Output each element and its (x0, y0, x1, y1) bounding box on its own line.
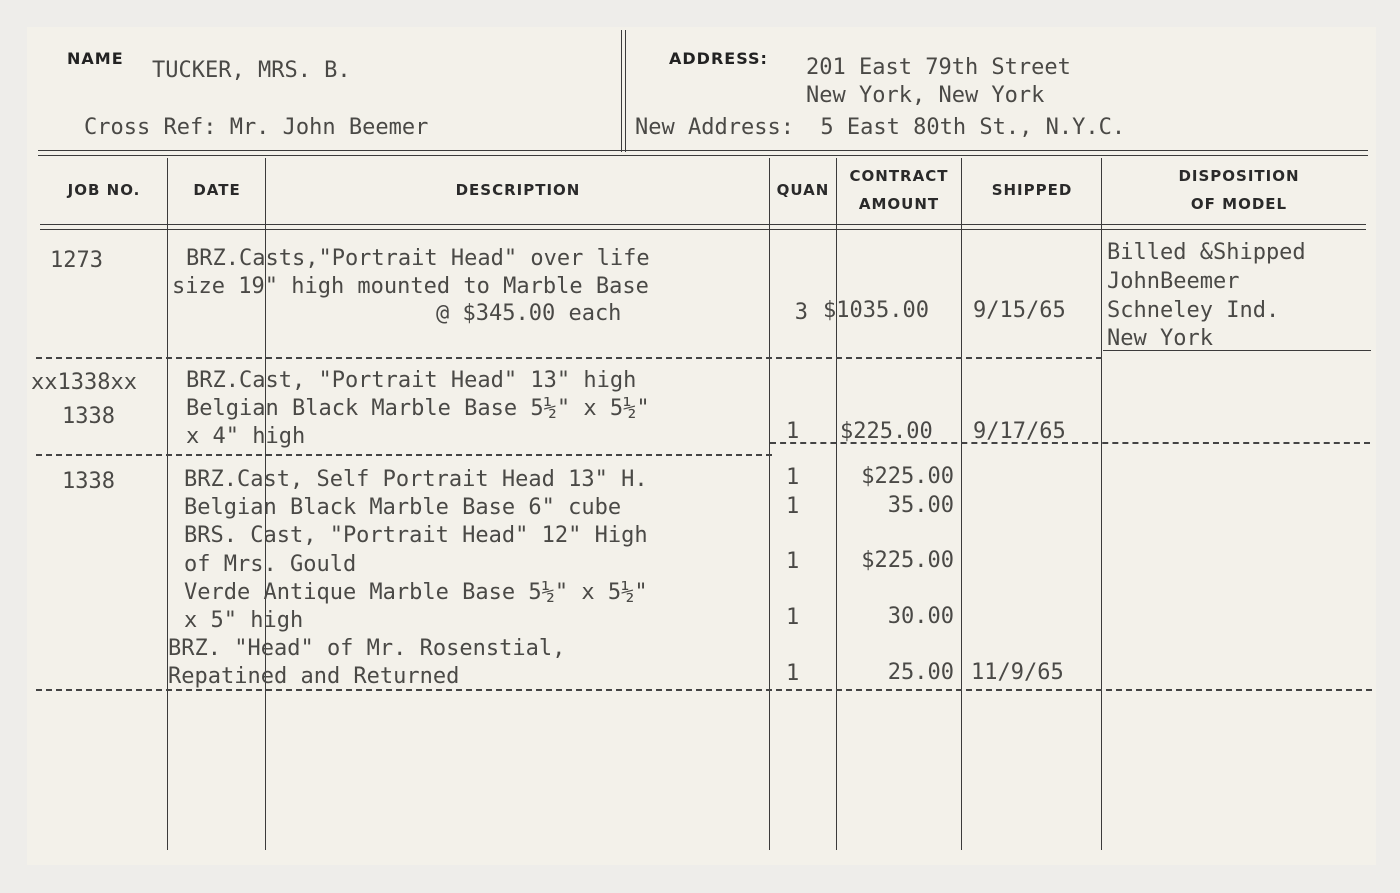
col-header-quantity: QUAN (776, 181, 830, 199)
col-header-disposition: DISPOSITION (1178, 167, 1300, 185)
description-line: x 4" high (186, 424, 306, 449)
description-line: BRZ.Cast, Self Portrait Head 13" H. (184, 467, 648, 492)
quantity: 1 (786, 661, 800, 686)
new-address: New Address: 5 East 80th St., N.Y.C. (635, 115, 1126, 140)
address-line-1: 201 East 79th Street (806, 55, 1071, 80)
col-header-job-no: JOB NO. (67, 181, 141, 199)
shipped-date: 9/15/65 (973, 298, 1066, 323)
col-divider-amount (961, 158, 962, 850)
disposition-line: Schneley Ind. (1107, 298, 1280, 323)
table-top-rule (38, 150, 1368, 151)
job-number-struck: xx1338xx (31, 370, 137, 395)
name-value: TUCKER, MRS. B. (152, 58, 351, 83)
description-line: Belgian Black Marble Base 5½" x 5½" (186, 396, 650, 421)
description-line: BRZ.Cast, "Portrait Head" 13" high (186, 368, 637, 393)
row-separator (36, 454, 772, 456)
row-separator (36, 689, 1372, 691)
col-divider-desc (769, 158, 770, 850)
description-line: size 19" high mounted to Marble Base (172, 274, 649, 299)
col-header-of-model: OF MODEL (1190, 195, 1288, 213)
contract-amount: $1035.00 (823, 298, 929, 323)
description-line: BRZ.Casts,"Portrait Head" over life (186, 246, 650, 271)
contract-amount: 35.00 (887, 493, 954, 518)
contract-amount: 25.00 (887, 660, 954, 685)
name-label: NAME (67, 49, 124, 68)
quantity: 1 (786, 419, 800, 444)
description-line: Verde Antique Marble Base 5½" x 5½" (184, 580, 648, 605)
col-header-date: DATE (193, 181, 241, 199)
quantity: 1 (786, 605, 800, 630)
col-header-amount: AMOUNT (858, 195, 940, 213)
row-separator (36, 357, 1102, 359)
contract-amount: 30.00 (887, 604, 954, 629)
header-bottom-rule-inner (40, 229, 1366, 230)
contract-amount: $225.00 (840, 419, 933, 444)
quantity: 3 (794, 300, 808, 325)
description-line: x 5" high (184, 608, 304, 633)
description-line: BRZ. "Head" of Mr. Rosenstial, (168, 636, 566, 661)
description-line: @ $345.00 each (436, 301, 622, 326)
description-line: of Mrs. Gould (184, 552, 357, 577)
description-line: Repatined and Returned (168, 664, 460, 689)
address-line-2: New York, New York (806, 83, 1045, 108)
col-divider-job (167, 158, 168, 850)
col-header-shipped: SHIPPED (991, 181, 1073, 199)
shipped-date: 11/9/65 (971, 660, 1064, 685)
job-number: 1273 (50, 248, 103, 273)
address-label: ADDRESS: (669, 49, 768, 68)
disposition-line: JohnBeemer (1107, 269, 1240, 294)
quantity: 1 (786, 494, 800, 519)
disposition-line: New York (1107, 326, 1213, 351)
col-header-description: DESCRIPTION (455, 181, 581, 199)
job-number: 1338 (62, 469, 115, 494)
amount-underline (770, 442, 1370, 444)
header-divider (621, 30, 622, 152)
description-line: BRS. Cast, "Portrait Head" 12" High (184, 523, 648, 548)
header-bottom-rule (40, 224, 1366, 225)
quantity: 1 (786, 549, 800, 574)
job-number: 1338 (62, 404, 115, 429)
disposition-rule (1103, 350, 1371, 351)
contract-amount: $225.00 (861, 464, 954, 489)
cross-reference: Cross Ref: Mr. John Beemer (84, 115, 429, 140)
table-top-rule-inner (38, 155, 1368, 156)
quantity: 1 (786, 465, 800, 490)
description-line: Belgian Black Marble Base 6" cube (184, 495, 622, 520)
shipped-date: 9/17/65 (973, 419, 1066, 444)
col-header-contract: CONTRACT (849, 167, 949, 185)
contract-amount: $225.00 (861, 548, 954, 573)
header-divider-inner (625, 30, 626, 152)
col-divider-shipped (1101, 158, 1102, 850)
disposition-line: Billed &Shipped (1107, 240, 1306, 265)
